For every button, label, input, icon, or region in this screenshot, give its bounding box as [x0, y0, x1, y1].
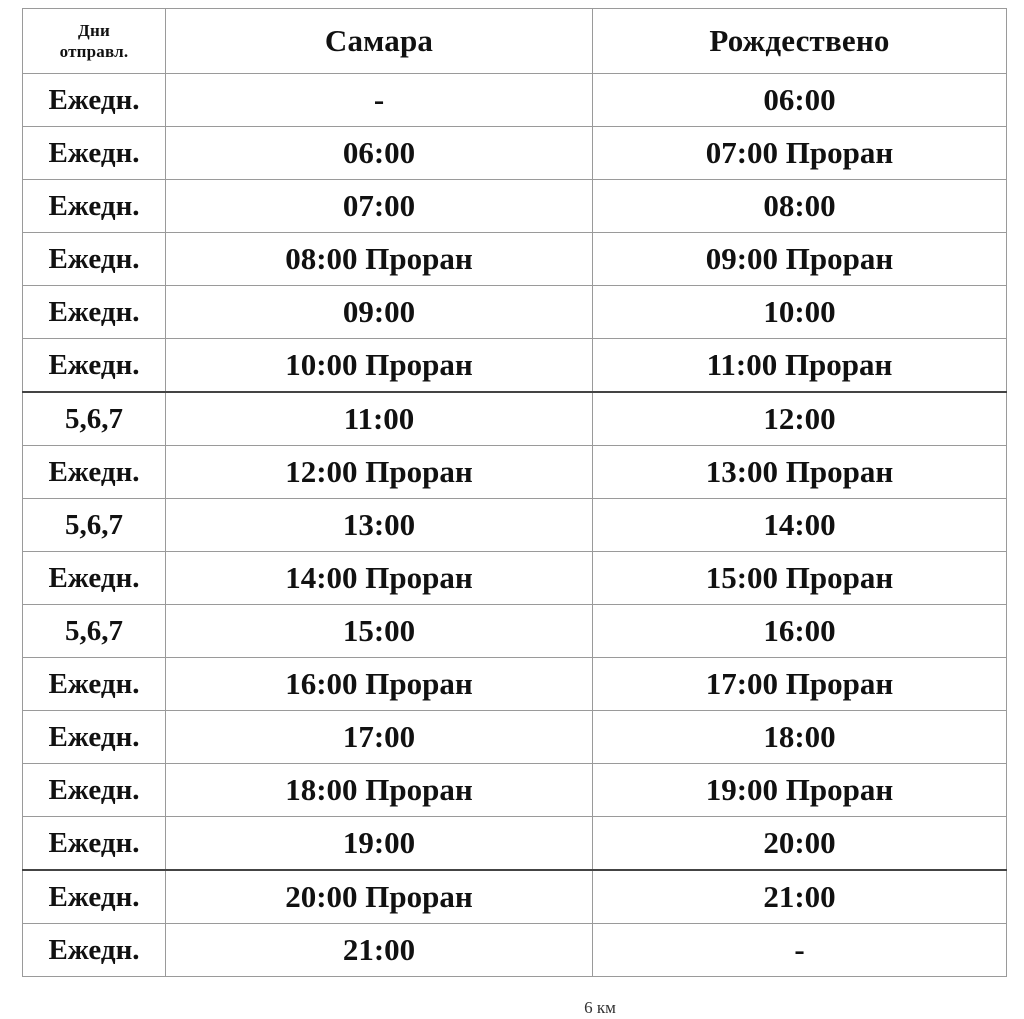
header-rozhdestveno: Рождествено: [593, 9, 1007, 74]
cell-rozhdestveno-time: 17:00 Проран: [593, 658, 1007, 711]
cell-rozhdestveno-time: -: [593, 924, 1007, 977]
cell-departure-days: Ежедн.: [23, 711, 166, 764]
table-row: [23, 499, 1007, 552]
header-samara: Самара: [166, 9, 593, 74]
ferry-schedule-table: [22, 8, 1007, 977]
cell-departure-days: Ежедн.: [23, 127, 166, 180]
cell-departure-days: Ежедн.: [23, 552, 166, 605]
cell-rozhdestveno-time: 10:00: [593, 286, 1007, 339]
table-row: [23, 127, 1007, 180]
header-departure-days: [23, 9, 166, 74]
cell-samara-time: 20:00 Проран: [166, 870, 593, 924]
cell-samara-time: 08:00 Проран: [166, 233, 593, 286]
cell-samara-time: 11:00: [166, 392, 593, 446]
header-days-line2: отправл.: [59, 42, 129, 61]
cell-samara-time: 06:00: [166, 127, 593, 180]
table-row: [23, 446, 1007, 499]
cell-rozhdestveno-time: 21:00: [593, 870, 1007, 924]
table-row: [23, 233, 1007, 286]
table-body: [23, 74, 1007, 977]
table-row: [23, 924, 1007, 977]
header-row: [23, 9, 1007, 74]
cell-samara-time: 12:00 Проран: [166, 446, 593, 499]
cell-rozhdestveno-time: 18:00: [593, 711, 1007, 764]
cell-rozhdestveno-time: 19:00 Проран: [593, 764, 1007, 817]
cell-rozhdestveno-time: 07:00 Проран: [593, 127, 1007, 180]
cell-rozhdestveno-time: 12:00: [593, 392, 1007, 446]
cell-departure-days: Ежедн.: [23, 339, 166, 393]
cell-samara-time: 16:00 Проран: [166, 658, 593, 711]
table-row: [23, 339, 1007, 393]
cell-departure-days: Ежедн.: [23, 658, 166, 711]
cell-rozhdestveno-time: 14:00: [593, 499, 1007, 552]
table-row: [23, 180, 1007, 233]
table-row: [23, 605, 1007, 658]
cell-departure-days: 5,6,7: [23, 605, 166, 658]
cell-samara-time: 21:00: [166, 924, 593, 977]
table-row: [23, 817, 1007, 871]
cell-departure-days: 5,6,7: [23, 392, 166, 446]
table-row: [23, 552, 1007, 605]
cell-samara-time: 17:00: [166, 711, 593, 764]
cell-rozhdestveno-time: 15:00 Проран: [593, 552, 1007, 605]
cell-rozhdestveno-time: 11:00 Проран: [593, 339, 1007, 393]
cell-samara-time: 18:00 Проран: [166, 764, 593, 817]
header-days-line1: Дни: [78, 21, 110, 40]
cell-rozhdestveno-time: 13:00 Проран: [593, 446, 1007, 499]
cell-samara-time: 13:00: [166, 499, 593, 552]
cell-departure-days: Ежедн.: [23, 924, 166, 977]
cell-departure-days: Ежедн.: [23, 817, 166, 871]
table-header: [23, 9, 1007, 74]
cell-rozhdestveno-time: 20:00: [593, 817, 1007, 871]
cell-rozhdestveno-time: 08:00: [593, 180, 1007, 233]
table-row: [23, 764, 1007, 817]
cell-departure-days: Ежедн.: [23, 870, 166, 924]
cell-departure-days: Ежедн.: [23, 446, 166, 499]
table-row: [23, 658, 1007, 711]
cell-samara-time: 14:00 Проран: [166, 552, 593, 605]
cell-rozhdestveno-time: 16:00: [593, 605, 1007, 658]
cell-samara-time: 10:00 Проран: [166, 339, 593, 393]
cell-departure-days: 5,6,7: [23, 499, 166, 552]
cell-departure-days: Ежедн.: [23, 233, 166, 286]
cell-departure-days: Ежедн.: [23, 764, 166, 817]
cell-samara-time: 07:00: [166, 180, 593, 233]
cell-rozhdestveno-time: 09:00 Проран: [593, 233, 1007, 286]
table-row: [23, 392, 1007, 446]
cell-samara-time: 19:00: [166, 817, 593, 871]
cell-samara-time: 09:00: [166, 286, 593, 339]
cell-departure-days: Ежедн.: [23, 286, 166, 339]
table-row: [23, 286, 1007, 339]
table-row: [23, 74, 1007, 127]
cell-rozhdestveno-time: 06:00: [593, 74, 1007, 127]
cell-departure-days: Ежедн.: [23, 74, 166, 127]
cell-departure-days: Ежедн.: [23, 180, 166, 233]
cell-samara-time: 15:00: [166, 605, 593, 658]
distance-note: 6 км: [584, 998, 616, 1017]
table-row: [23, 870, 1007, 924]
table-row: [23, 711, 1007, 764]
cell-samara-time: -: [166, 74, 593, 127]
